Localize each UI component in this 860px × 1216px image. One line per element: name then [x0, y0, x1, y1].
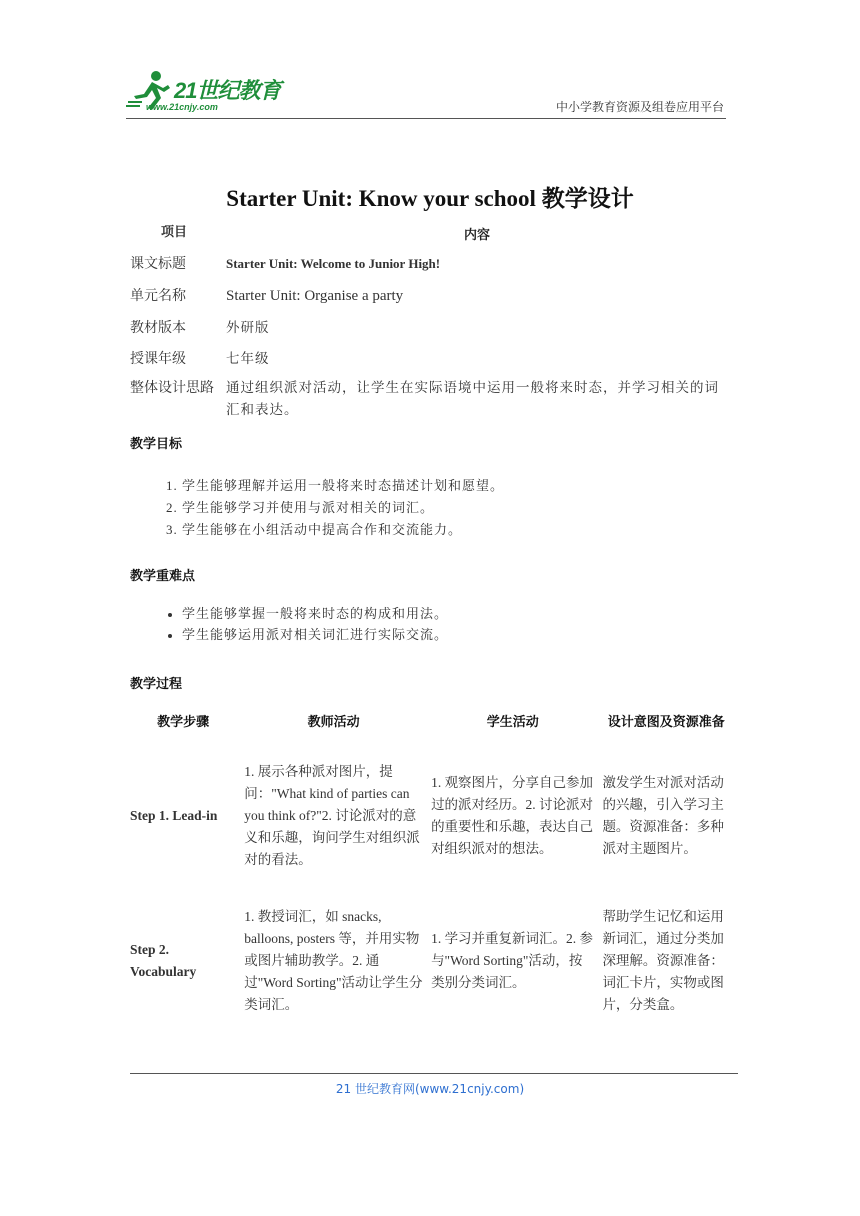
- meta-value: 七年级: [226, 350, 270, 367]
- footer-divider: [130, 1073, 738, 1074]
- step-label: Step 2. Vocabulary: [130, 942, 197, 979]
- meta-value: Starter Unit: Organise a party: [226, 288, 404, 304]
- process-heading: 教学过程: [130, 677, 183, 692]
- platform-tagline: 中小学教育资源及组卷应用平台: [555, 100, 724, 114]
- meta-header-content: 内容: [463, 227, 490, 243]
- process-table: [126, 698, 734, 1032]
- student-activity: 1. 学习并重复新词汇。2. 参与"Word Sorting"活动，按类别分类词汇。: [431, 931, 594, 990]
- site-logo[interactable]: [126, 68, 296, 116]
- logo-text: 21世纪教育: [174, 78, 281, 103]
- meta-header-item: 项目: [160, 225, 187, 240]
- meta-key: 课文标题: [130, 256, 186, 272]
- list-item: • 学生能够掌握一般将来时态的构成和用法。: [182, 604, 448, 625]
- process-header-step: 教学步骤: [157, 714, 210, 730]
- list-item: 2. 学生能够学习并使用与派对相关的词汇。: [182, 497, 504, 519]
- logo-url: www.21cnjy.com: [146, 102, 218, 112]
- objectives-heading: 教学目标: [130, 437, 183, 452]
- step-label: Step 1. Lead-in: [130, 808, 218, 823]
- key-points-list: [156, 604, 448, 646]
- meta-value: Starter Unit: Welcome to Junior High!: [226, 256, 441, 271]
- document-title: Starter Unit: Know your school 教学设计: [226, 186, 634, 211]
- teacher-activity: 1. 教授词汇，如 snacks, balloons, posters 等，并用实物或图片辅助教学。2. 通过"Word Sorting"活动让学生分类词汇。: [244, 909, 423, 1012]
- page-header: [126, 68, 726, 119]
- meta-table: [126, 218, 732, 421]
- key-points-heading: 教学重难点: [130, 569, 196, 584]
- meta-key: 授课年级: [130, 350, 186, 367]
- process-header-teacher: 教师活动: [307, 714, 360, 730]
- process-header-purpose: 设计意图及资源准备: [607, 714, 725, 730]
- student-activity: 1. 观察图片，分享自己参加过的派对经历。2. 讨论派对的重要性和乐趣，表达自己对组织派对的想法。: [431, 775, 594, 856]
- footer-link[interactable]: 21 世纪教育网(www.21cnjy.com): [335, 1082, 525, 1096]
- table-row: [126, 890, 734, 1032]
- meta-value: 外研版: [226, 319, 270, 336]
- meta-key: 教材版本: [130, 319, 186, 336]
- teacher-activity: 1. 展示各种派对图片，提问："What kind of parties can you think of?"2. 讨论派对的意义和乐趣，询问学生对组织派对的看法。: [244, 764, 420, 867]
- list-item: • 学生能够运用派对相关词汇进行实际交流。: [182, 625, 448, 646]
- objectives-list: [156, 475, 504, 541]
- meta-key: 整体设计思路: [130, 380, 214, 396]
- table-row: [126, 742, 734, 890]
- design-purpose: 帮助学生记忆和运用新词汇，通过分类加深理解。资源准备：词汇卡片，实物或图片，分类盒。: [602, 909, 724, 1012]
- list-item: 3. 学生能够在小组活动中提高合作和交流能力。: [182, 519, 504, 541]
- process-header-student: 学生活动: [486, 714, 539, 730]
- design-purpose: 激发学生对派对活动的兴趣，引入学习主题。资源准备：多种派对主题图片。: [602, 775, 724, 856]
- meta-value: 通过组织派对活动，让学生在实际语境中运用一般将来时态，并学习相关的词汇和表达。: [226, 380, 719, 418]
- list-item: 1. 学生能够理解并运用一般将来时态描述计划和愿望。: [182, 475, 504, 497]
- meta-key: 单元名称: [130, 288, 186, 304]
